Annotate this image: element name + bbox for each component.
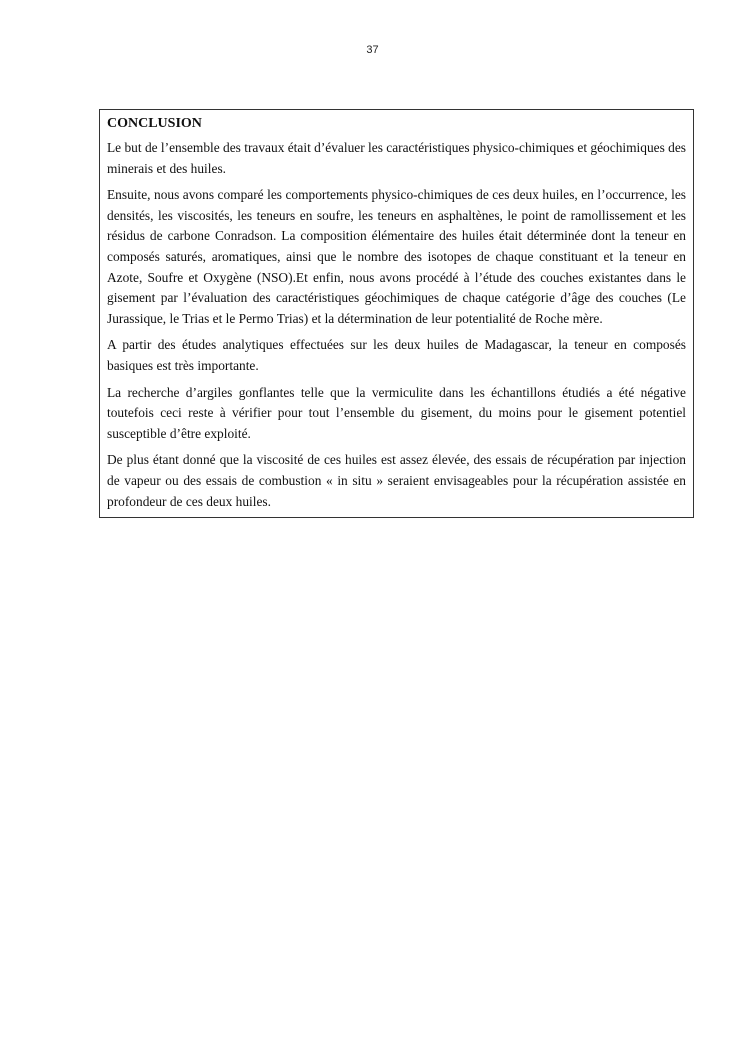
conclusion-paragraph-1: Le but de l’ensemble des travaux était d’évaluer les caractéristiques physico-chimiques et géochimiques des minerais et des huiles. (107, 140, 686, 176)
conclusion-heading: CONCLUSION (107, 116, 202, 131)
conclusion-paragraph-2: Ensuite, nous avons comparé les comportements physico-chimiques de ces deux huiles, en l’occurrence, les densités, les viscosités, les teneurs en soufre, les teneurs en asphaltènes, le point de ramollissement et les résidus de carbone Conradson. La composition élémentaire des huiles était déterminée dont la teneur en composés saturés, aromatiques, ainsi que le nombre des isotopes de chaque constituant et la teneur en Azote, Soufre et Oxygène (NSO).Et enfin, nous avons procédé à l’étude des couches existantes dans le gisement par l’évaluation des caractéristiques géochimiques de chaque catégorie d’âge des couches (Le Jurassique, le Trias et le Permo Trias) et la détermination de leur potentialité de Roche mère. (107, 187, 686, 326)
conclusion-box (99, 109, 694, 518)
page-number: 37 (366, 44, 379, 56)
conclusion-paragraph-3: A partir des études analytiques effectuées sur les deux huiles de Madagascar, la teneur en composés basiques est très importante. (107, 337, 686, 373)
conclusion-paragraph-4: La recherche d’argiles gonflantes telle que la vermiculite dans les échantillons étudiés a été négative toutefois ceci reste à vérifier pour tout l’ensemble du gisement, du moins pour le gisement potentiel susceptible d’être exploité. (107, 384, 686, 441)
conclusion-paragraph-5: De plus étant donné que la viscosité de ces huiles est assez élevée, des essais de récupération par injection de vapeur ou des essais de combustion « in situ » seraient envisageables pour la récupération assistée en profondeur de ces deux huiles. (107, 452, 686, 509)
